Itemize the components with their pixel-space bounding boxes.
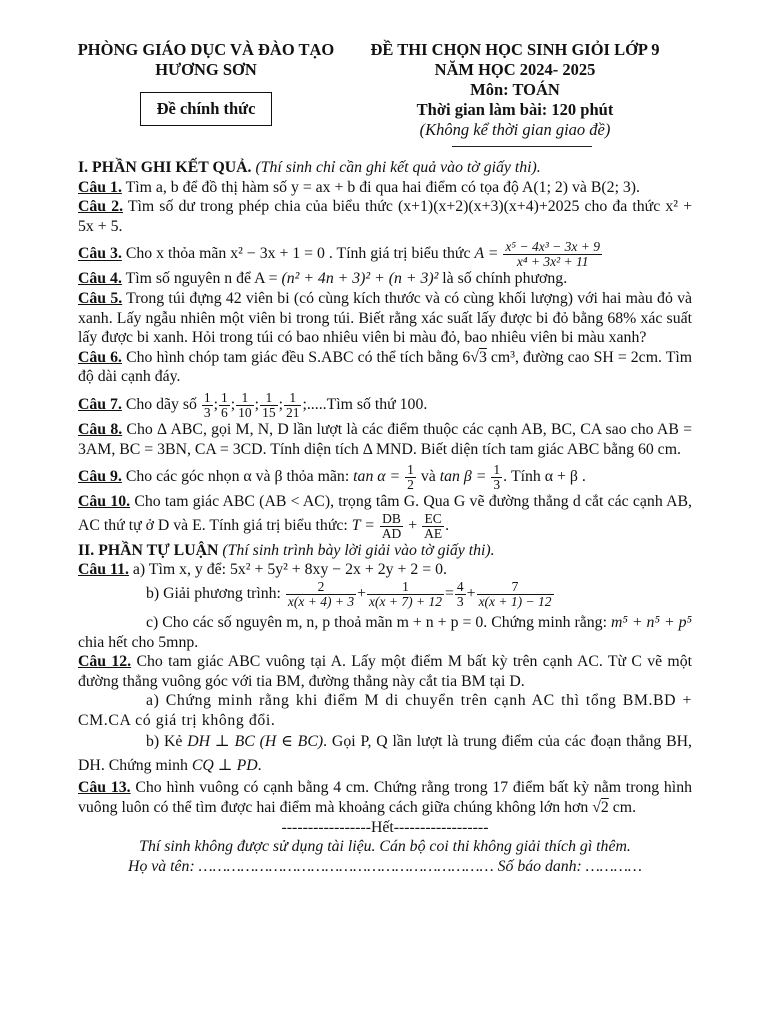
question-1: Câu 1. Tìm a, b để đồ thị hàm số y = ax + b đi qua hai điểm có tọa độ A(1; 2) và B(2; 3).: [78, 178, 641, 196]
question-3: Câu 3. Cho x thỏa mãn x² − 3x + 1 = 0 . Tính giá trị biểu thức A = $\frac{\text{x⁵ − 4x³ − 3x + 9}}{\text{x⁴ + 3x² + 11}}$: [78, 239, 600, 270]
question-12: Câu 12. Cho tam giác ABC vuông tại A. Lấy một điểm M bất kỳ trên cạnh AC. Từ C vẽ một đường thẳng vuông góc với tia BM, đường thẳng này cắt tia BM tại D.: [78, 653, 692, 690]
department-name: PHÒNG GIÁO DỤC VÀ ĐÀO TẠO: [77, 40, 335, 59]
question-5: Câu 5. Trong túi đựng 42 viên bi (có cùng kích thước và có cùng khối lượng) với hai màu đỏ và xanh. Lấy ngẫu nhiên một viên bi trong túi. Biết rằng xác suất lấy được bi đỏ bằng 68% xác suất lấy được bi xanh. Hỏi trong túi có bao nhiêu viên bi màu đỏ, bao nhiêu viên bi màu xanh?: [78, 289, 693, 347]
fraction: $\frac{\text{x⁵ − 4x³ − 3x + 9}}{\text{x⁴ + 3x² + 11}}$: [505, 239, 600, 270]
candidate-info-line: Họ và tên: ……………………………………………………… Số báo danh: …………: [128, 857, 642, 875]
sqrt-icon: √: [592, 799, 601, 817]
question-11a: Câu 11. a) Tìm x, y để: 5x² + 5y² + 8xy − 2x + 2y + 2 = 0.: [78, 561, 447, 579]
question-6: Câu 6. Cho hình chóp tam giác đều S.ABC có thể tích bằng 6√3 cm³, đường cao SH = 2cm. Tìm độ dài cạnh đáy.: [78, 348, 693, 386]
footer-note: Thí sinh không được sử dụng tài liệu. Cán bộ coi thi không giải thích gì thêm.: [139, 838, 631, 856]
question-10: Câu 10. Cho tam giác ABC (AB < AC), trọng tâm G. Qua G vẽ đường thẳng d cắt các cạnh AB, AC thứ tự ở D và E. Tính giá trị biểu thức: T = $\frac{DB}{AD}$ + $\frac{EC}{AE}$ .: [78, 493, 692, 541]
question-11c: c) Cho các số nguyên m, n, p thoả mãn m + n + p = 0. Chứng minh rằng: m⁵ + n⁵ + p⁵ chia hết cho 5mnp.: [78, 613, 693, 651]
district-name: HƯƠNG SƠN: [155, 60, 257, 79]
header-left: [70, 40, 342, 126]
header-right: [365, 40, 665, 140]
question-9: Câu 9. Cho các góc nhọn α và β thỏa mãn: tan α = $\frac{1}{2}$ và tan β = $\frac{1}{3}$ . Tính α + β .: [78, 462, 586, 493]
official-exam-badge: Đề chính thức: [140, 92, 273, 126]
exam-title: ĐỀ THI CHỌN HỌC SINH GIỎI LỚP 9: [370, 40, 660, 59]
duration: Thời gian làm bài: 120 phút: [416, 100, 614, 119]
question-7: Câu 7. Cho dãy số $\frac{1}{3}$ ; $\frac{1}{6}$ ; $\frac{1}{10}$ ; $\frac{1}{15}$ ; $\frac{1}{21}$ ;.....Tìm số thứ 100.: [78, 389, 428, 420]
end-marker: -----------------Hết------------------: [281, 818, 489, 836]
subject: Môn: TOÁN: [470, 80, 560, 99]
duration-note: (Không kể thời gian giao đề): [419, 120, 611, 139]
question-12a: a) Chứng minh rằng khi điểm M di chuyển trên cạnh AC thì tổng BM.BD + CM.CA có giá trị không đổi.: [78, 692, 692, 729]
part1-heading: I. PHẦN GHI KẾT QUẢ. (Thí sinh chỉ cần ghi kết quả vào tờ giấy thi).: [78, 159, 541, 176]
sqrt-icon: √: [470, 348, 479, 366]
part2-heading: II. PHẦN TỰ LUẬN (Thí sinh trình bày lời giải vào tờ giấy thi).: [78, 541, 495, 559]
question-12b: b) Kẻ DH ⊥ BC (H ∈ BC). Gọi P, Q lần lượt là trung điểm của các đoạn thẳng BH, DH. Chứng minh CQ ⊥ PD.: [78, 733, 693, 775]
header-divider: [452, 146, 592, 147]
question-11b: b) Giải phương trình: $\frac{2}{x(x + 4) + 3}$ + $\frac{1}{x(x + 7) + 12}$ = $\frac{4}{3}$ + $\frac{7}{x(x + 1) - 12}$: [146, 578, 552, 609]
question-13: Câu 13. Cho hình vuông có cạnh bằng 4 cm. Chứng rằng trong 17 điểm bất kỳ nằm trong hình vuông luôn có thể tìm được hai điểm mà khoảng cách giữa chúng không lớn hơn √2 cm.: [78, 779, 692, 817]
school-year: NĂM HỌC 2024- 2025: [434, 60, 596, 79]
question-8: Câu 8. Cho Δ ABC, gọi M, N, D lần lượt là các điểm thuộc các cạnh AB, BC, CA sao cho AB = 3AM, BC = 3BN, CA = 3CD. Tính diện tích Δ MND. Biết diện tích tam giác ABC bằng 60 cm.: [78, 420, 693, 458]
exam-body: [78, 158, 692, 876]
question-2: Câu 2. Tìm số dư trong phép chia của biểu thức (x+1)(x+2)(x+3)(x+4)+2025 cho đa thức x² + 5x + 5.: [78, 198, 693, 235]
question-4: Câu 4. Tìm số nguyên n để A = (n² + 4n + 3)² + (n + 3)² là số chính phương.: [78, 270, 568, 288]
